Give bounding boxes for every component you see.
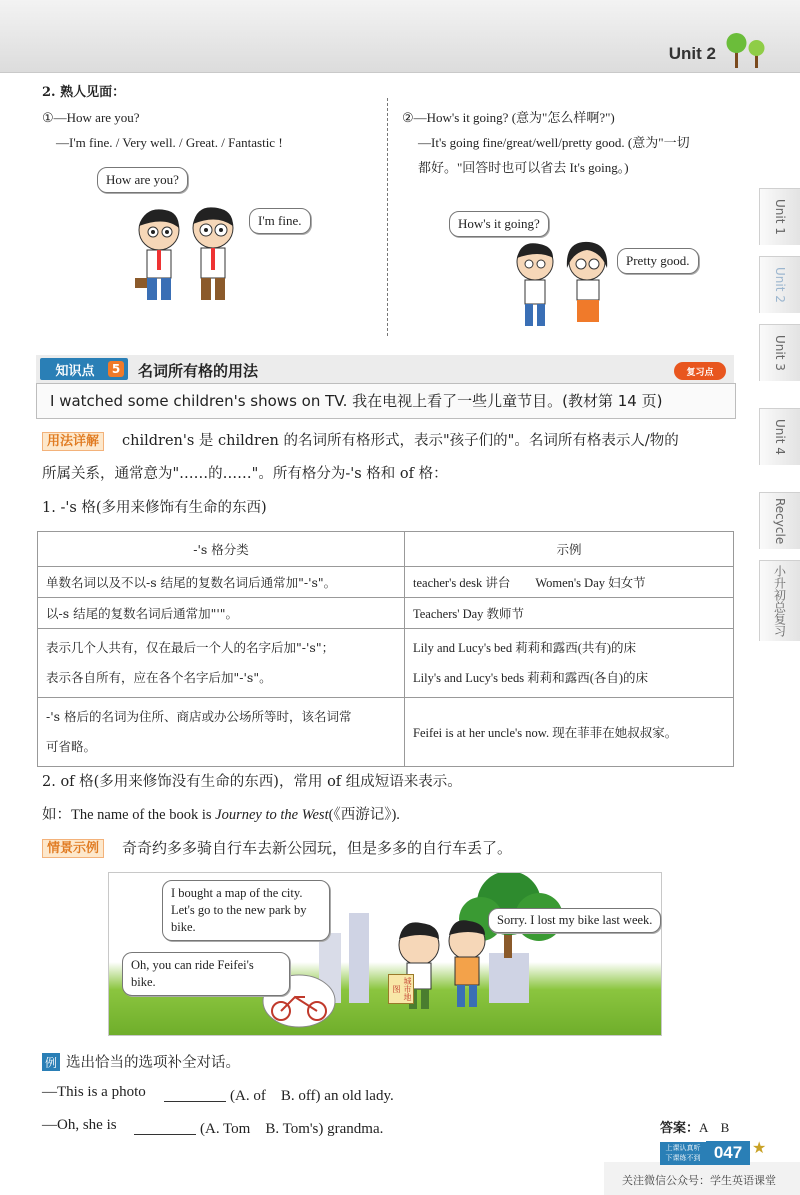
of-example-prefix: 如：The name of the book is xyxy=(42,807,216,823)
answer-key xyxy=(660,1117,729,1136)
tab-unit-1[interactable]: Unit 1 xyxy=(759,188,800,245)
table-cell-line: 可省略。 xyxy=(46,739,97,754)
left-line-1: ①—How are you? xyxy=(42,110,140,125)
speech-bubble: I bought a map of the city. Let's go to the new park by bike. xyxy=(162,880,330,941)
table-cell-line: Lily's and Lucy's beds 莉莉和露西(各自)的床 xyxy=(413,671,649,685)
table-cell: 以-s 结尾的复数名词后通常加"'"。 xyxy=(38,598,405,629)
tab-review[interactable]: 小升初总复习 xyxy=(759,560,800,641)
table-cell xyxy=(38,698,405,767)
table-cell: 单数名词以及不以-s 结尾的复数名词后通常加"-'s"。 xyxy=(38,567,405,598)
knowledge-point-number: 5 xyxy=(108,361,124,377)
page-tag xyxy=(660,1142,706,1165)
table-row xyxy=(38,598,734,629)
boy-girl-illustration xyxy=(505,238,625,330)
usage-text-2: 所属关系，通常意为"……的……"。所有格分为-'s 格和 of 格： xyxy=(42,466,448,482)
right-line-3: 都好。"回答时也可以省去 It's going。) xyxy=(418,160,629,175)
usage-label: 用法详解 xyxy=(42,432,104,451)
speech-bubble: I'm fine. xyxy=(249,208,311,234)
question-2-after: (A. Tom B. Tom's) grandma. xyxy=(200,1121,384,1137)
usage-table xyxy=(37,531,734,767)
answer-label: 答案： xyxy=(660,1121,700,1136)
subtitle-s-case: 1. -'s 格(多用来修饰有生命的东西) xyxy=(42,500,267,516)
table-header: 示例 xyxy=(405,532,734,567)
section2-title: 2. 熟人见面： xyxy=(42,85,126,100)
speech-bubble: How's it going? xyxy=(449,211,549,237)
knowledge-point-tag xyxy=(40,358,128,380)
right-line-2: —It's going fine/great/well/pretty good. (意为"一切 xyxy=(418,135,690,150)
example-tag: 例 xyxy=(42,1053,60,1071)
unit-title: Unit 2 xyxy=(668,44,716,63)
question-2-before: —Oh, she is xyxy=(42,1117,117,1133)
table-cell: Feifei is at her uncle's now. 现在菲菲在她叔叔家。 xyxy=(405,698,734,767)
usage-label-wrap xyxy=(42,430,104,449)
speech-bubble: Pretty good. xyxy=(617,248,699,274)
of-example-suffix: (《西游记》). xyxy=(328,807,400,823)
table-cell-line: 表示各自所有，应在各个名字后加"-'s"。 xyxy=(46,670,272,685)
page-tag-line: 下课练不到 xyxy=(665,1154,701,1162)
review-badge: 复习点 xyxy=(674,362,726,380)
usage-text-1: children's 是 children 的名词所有格形式，表示"孩子们的"。名词所有格表示人/物的 xyxy=(122,433,679,449)
of-example xyxy=(42,803,400,824)
right-line-1: ②—How's it going? (意为"怎么样啊?") xyxy=(402,110,615,125)
star-icon: ★ xyxy=(752,1138,767,1157)
speech-bubble: How are you? xyxy=(97,167,188,193)
wechat-note: 关注微信公众号：学生英语课堂 xyxy=(622,1174,776,1187)
table-row xyxy=(38,629,734,698)
example-sentence: I watched some children's shows on TV. 我在电视上看了一些儿童节目。(教材第 14 页) xyxy=(50,392,663,410)
tab-unit-2[interactable]: Unit 2 xyxy=(759,256,800,313)
table-header-row xyxy=(38,532,734,567)
tab-recycle[interactable]: Recycle xyxy=(759,492,800,549)
table-cell-line: 表示几个人共有，仅在最后一个人的名字后加"-'s"； xyxy=(46,640,335,655)
speech-bubble: Oh, you can ride Feifei's bike. xyxy=(122,952,290,996)
knowledge-point-title: 名词所有格的用法 xyxy=(138,362,259,380)
tab-unit-3[interactable]: Unit 3 xyxy=(759,324,800,381)
exercise-instruction: 选出恰当的选项补全对话。 xyxy=(66,1055,240,1071)
question-1-before: —This is a photo xyxy=(42,1084,146,1100)
table-cell xyxy=(38,629,405,698)
table-cell xyxy=(405,629,734,698)
tree-icon xyxy=(722,28,772,72)
column-divider xyxy=(387,98,388,336)
boys-greeting-illustration xyxy=(125,200,245,310)
answer-value: A B xyxy=(699,1120,730,1135)
scene-text: 奇奇约多多骑自行车去新公园玩，但是多多的自行车丢了。 xyxy=(122,839,513,857)
table-row xyxy=(38,567,734,598)
table-cell-line: Lily and Lucy's bed 莉莉和露西(共有)的床 xyxy=(413,641,637,655)
city-map-sign: 城市地图 xyxy=(388,974,414,1004)
page-number: 047 xyxy=(706,1141,750,1165)
subtitle-of-case: 2. of 格(多用来修饰没有生命的东西)，常用 of 组成短语来表示。 xyxy=(42,774,462,790)
table-cell: Teachers' Day 教师节 xyxy=(405,598,734,629)
tab-unit-4[interactable]: Unit 4 xyxy=(759,408,800,465)
table-cell: teacher's desk 讲台 Women's Day 妇女节 xyxy=(405,567,734,598)
question-1-after: (A. of B. off) an old lady. xyxy=(230,1088,394,1104)
speech-bubble: Sorry. I lost my bike last week. xyxy=(488,908,661,933)
page-tag-line: 上课认真听 xyxy=(665,1144,701,1152)
scene-label: 情景示例 xyxy=(42,839,104,858)
of-example-title: Journey to the West xyxy=(215,807,329,823)
answer-blank-1[interactable] xyxy=(164,1101,226,1102)
left-line-2: —I'm fine. / Very well. / Great. / Fantastic ! xyxy=(56,135,283,150)
knowledge-point-label: 知识点 xyxy=(55,363,95,379)
table-cell-line: -'s 格后的名词为住所、商店或办公场所等时，该名词常 xyxy=(46,709,352,724)
answer-blank-2[interactable] xyxy=(134,1134,196,1135)
table-row xyxy=(38,698,734,767)
table-header: -'s 格分类 xyxy=(38,532,405,567)
scene-label-wrap xyxy=(42,837,104,856)
